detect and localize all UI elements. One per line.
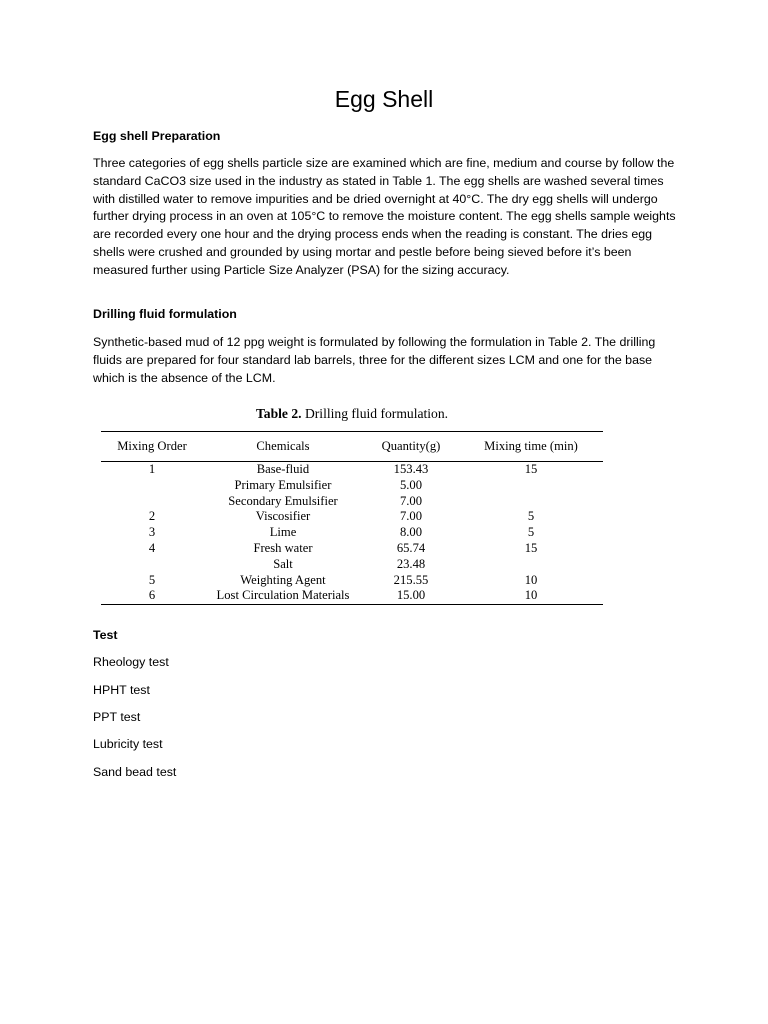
test-list-item: Sand bead test xyxy=(93,765,177,779)
table-cell: 5 xyxy=(527,509,535,524)
table-cell: 153.43 xyxy=(393,462,429,476)
table-row xyxy=(101,557,603,573)
section-heading-preparation: Egg shell Preparation xyxy=(93,129,221,143)
table-row xyxy=(101,478,603,494)
table-cell: 10 xyxy=(524,588,538,603)
table-cell: 15.00 xyxy=(396,588,426,603)
table-row xyxy=(101,509,603,525)
table-caption-text: Drilling fluid formulation. xyxy=(304,406,449,421)
table-cell xyxy=(459,478,603,494)
table-cell: Lime xyxy=(269,525,297,540)
formulation-table xyxy=(101,431,603,605)
table-cell: 3 xyxy=(148,525,156,540)
table-cell: 7.00 xyxy=(399,493,423,508)
table-row xyxy=(101,494,603,510)
table-cell: 2 xyxy=(148,509,156,524)
table-cell: 65.74 xyxy=(396,540,426,555)
table-cell: Lost Circulation Materials xyxy=(216,588,350,603)
table-cell: 1 xyxy=(148,462,156,476)
table-cell: 215.55 xyxy=(393,572,429,587)
test-list-item: Rheology test xyxy=(93,655,169,669)
table-cell xyxy=(101,494,203,510)
section-heading-formulation: Drilling fluid formulation xyxy=(93,307,237,321)
table-cell: Secondary Emulsifier xyxy=(228,493,338,508)
table-row xyxy=(101,541,603,557)
document-title: Egg Shell xyxy=(334,86,434,112)
table-cell: 15 xyxy=(524,462,538,476)
table-cell: 4 xyxy=(148,540,156,555)
table-header-cell: Mixing time (min) xyxy=(484,439,578,453)
table-header-cell: Chemicals xyxy=(256,439,310,453)
table-header-cell: Mixing Order xyxy=(117,439,187,453)
table-cell: 15 xyxy=(524,540,538,555)
table-cell: 6 xyxy=(148,588,156,603)
table-cell: Primary Emulsifier xyxy=(234,477,332,492)
table-header-cell: Quantity(g) xyxy=(381,439,441,453)
table-cell: 23.48 xyxy=(396,556,426,571)
test-list-item: HPHT test xyxy=(93,683,150,697)
table-caption-label: Table 2. xyxy=(255,406,302,421)
table-cell: 5.00 xyxy=(399,477,423,492)
table-cell: 8.00 xyxy=(399,525,423,540)
table-row xyxy=(101,525,603,541)
table-row xyxy=(101,462,603,478)
table-cell: Viscosifier xyxy=(255,509,311,524)
table-cell: 5 xyxy=(148,572,156,587)
table-row xyxy=(101,588,603,604)
table-cell xyxy=(101,478,203,494)
test-list-item: Lubricity test xyxy=(93,737,163,751)
section-heading-test: Test xyxy=(93,628,118,642)
table-caption xyxy=(101,406,603,422)
table-cell: 10 xyxy=(524,572,538,587)
table-cell xyxy=(101,557,203,573)
table-cell: 5 xyxy=(527,525,535,540)
test-list-item: PPT test xyxy=(93,710,141,724)
table-cell: Salt xyxy=(273,556,293,571)
table-cell xyxy=(459,557,603,573)
formulation-table-figure xyxy=(101,406,603,605)
table-row xyxy=(101,573,603,589)
table-cell: Fresh water xyxy=(253,540,313,555)
paragraph-preparation: Three categories of egg shells particle size are examined which are fine, medium and course by follow the standard CaCO3 size used in the industry as stated in Table 1. The egg shells are washed several times with distilled water to remove impurities and be dried overnight at 40°C. The dry egg shells will undergo further drying process in an oven at 105°C to remove the moisture content. The egg shells sample weights are recorded every one hour and the drying process ends when the reading is constant. The dries egg shells were crushed and grounded by using mortar and pestle before being sieved before it’s been measured further using Particle Size Analyzer (PSA) for the sizing accuracy. xyxy=(93,156,676,277)
table-header-row xyxy=(101,432,603,462)
table-cell: Base-fluid xyxy=(256,462,310,476)
table-cell: 7.00 xyxy=(399,509,423,524)
paragraph-formulation: Synthetic-based mud of 12 ppg weight is formulated by following the formulation in Table 2. The drilling fluids are prepared for four standard lab barrels, three for the different sizes LCM and one for the base which is the absence of the LCM. xyxy=(93,335,656,385)
table-cell xyxy=(459,494,603,510)
table-cell: Weighting Agent xyxy=(240,572,326,587)
